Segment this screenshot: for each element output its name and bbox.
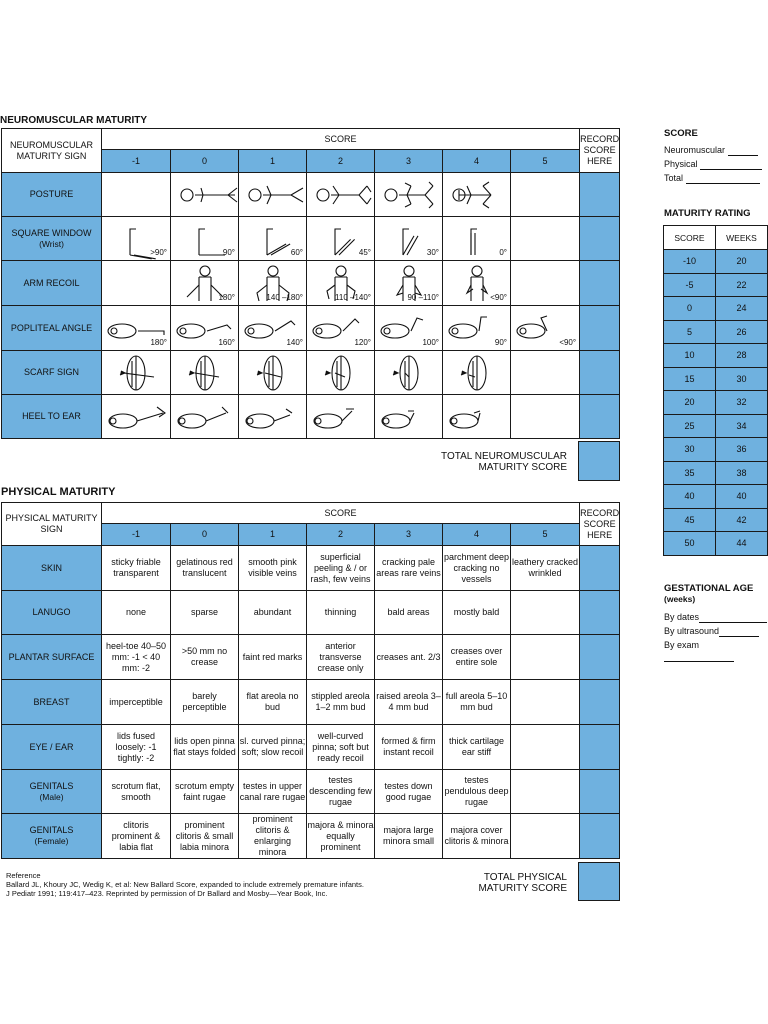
figure-icon bbox=[253, 221, 293, 257]
neuromuscular-sign: POSTURE bbox=[2, 173, 102, 217]
angle-label: 45° bbox=[358, 248, 371, 257]
neuromuscular-score-col-1: 0 bbox=[171, 150, 239, 173]
neuromuscular-row bbox=[2, 306, 620, 351]
figure-icon bbox=[309, 180, 373, 210]
neuromuscular-cell bbox=[511, 351, 580, 395]
maturity-score-value: 15 bbox=[664, 367, 716, 391]
physical-cell: lids fused loosely: -1 tightly: -2 bbox=[102, 725, 171, 770]
angle-label: 60° bbox=[290, 248, 303, 257]
physical-row bbox=[2, 591, 620, 635]
physical-score-col-3: 2 bbox=[307, 524, 375, 546]
physical-cell: thick cartilage ear stiff bbox=[443, 725, 511, 770]
by-ultrasound-field[interactable]: By ultrasound bbox=[664, 626, 759, 637]
physical-cell: bald areas bbox=[375, 591, 443, 635]
physical-cell bbox=[511, 591, 580, 635]
angle-label: 90 –110° bbox=[407, 293, 439, 302]
figure-icon bbox=[455, 353, 499, 393]
angle-label: 120° bbox=[354, 338, 371, 347]
maturity-rating-row bbox=[664, 250, 768, 274]
neuromuscular-sign: ARM RECOIL bbox=[2, 261, 102, 306]
maturity-score-value: 25 bbox=[664, 414, 716, 438]
figure-icon bbox=[378, 403, 440, 431]
figure-icon bbox=[173, 180, 237, 210]
record-score-cell[interactable] bbox=[580, 591, 620, 635]
physical-cell: mostly bald bbox=[443, 591, 511, 635]
neuromuscular-cell bbox=[375, 306, 443, 351]
maturity-score-value: 5 bbox=[664, 320, 716, 344]
physical-cell: testes pendulous deep rugae bbox=[443, 770, 511, 814]
physical-total-box[interactable] bbox=[578, 862, 620, 901]
record-score-cell[interactable] bbox=[580, 217, 620, 261]
maturity-score-value: 35 bbox=[664, 461, 716, 485]
physical-cell: testes in upper canal rare rugae bbox=[239, 770, 307, 814]
figure-icon bbox=[242, 403, 304, 431]
figure-icon bbox=[457, 221, 497, 257]
physical-row bbox=[2, 770, 620, 814]
neuromuscular-cell bbox=[171, 395, 239, 439]
physical-cell bbox=[511, 680, 580, 725]
neuromuscular-cell bbox=[511, 173, 580, 217]
maturity-score-value: 10 bbox=[664, 344, 716, 368]
maturity-weeks-value: 44 bbox=[716, 532, 768, 556]
figure-icon bbox=[310, 403, 372, 431]
neuromuscular-cell bbox=[511, 217, 580, 261]
neuromuscular-cell bbox=[171, 261, 239, 306]
record-score-cell[interactable] bbox=[580, 635, 620, 680]
neuromuscular-cell bbox=[511, 261, 580, 306]
physical-cell: testes down good rugae bbox=[375, 770, 443, 814]
neuromuscular-cell bbox=[443, 261, 511, 306]
maturity-rating-row bbox=[664, 391, 768, 415]
figure-icon bbox=[251, 353, 295, 393]
physical-cell: creases ant. 2/3 bbox=[375, 635, 443, 680]
neuromuscular-row bbox=[2, 261, 620, 306]
physical-cell: leathery cracked wrinkled bbox=[511, 546, 580, 591]
physical-cell: thinning bbox=[307, 591, 375, 635]
physical-sign: GENITALS (Female) bbox=[2, 814, 102, 859]
physical-sign: GENITALS (Male) bbox=[2, 770, 102, 814]
maturity-rating-row bbox=[664, 297, 768, 321]
maturity-score-value: 40 bbox=[664, 485, 716, 509]
physical-score-header: SCORE bbox=[102, 503, 580, 524]
neuromuscular-cell bbox=[307, 173, 375, 217]
physical-cell: well-curved pinna; soft but ready recoil bbox=[307, 725, 375, 770]
maturity-rating-row bbox=[664, 532, 768, 556]
figure-icon bbox=[185, 221, 225, 257]
maturity-weeks-value: 22 bbox=[716, 273, 768, 297]
maturity-weeks-value: 28 bbox=[716, 344, 768, 368]
figure-icon bbox=[174, 403, 236, 431]
figure-icon bbox=[445, 180, 509, 210]
figure-icon bbox=[319, 353, 363, 393]
physical-cell: superficial peeling & / or rash, few veins bbox=[307, 546, 375, 591]
record-score-cell[interactable] bbox=[580, 173, 620, 217]
physical-cell: scrotum empty faint rugae bbox=[171, 770, 239, 814]
maturity-score-value: 30 bbox=[664, 438, 716, 462]
score-total-field[interactable]: Total bbox=[664, 173, 760, 184]
figure-icon bbox=[183, 353, 227, 393]
maturity-rating-table bbox=[663, 225, 768, 556]
gestational-age-title: GESTATIONAL AGE (weeks) bbox=[664, 583, 754, 604]
physical-cell: heel-toe 40–50 mm: -1 < 40 mm: -2 bbox=[102, 635, 171, 680]
score-box-title: SCORE bbox=[664, 128, 698, 139]
neuromuscular-cell bbox=[171, 173, 239, 217]
physical-row bbox=[2, 814, 620, 859]
physical-cell: majora & minora equally prominent bbox=[307, 814, 375, 859]
physical-score-col-5: 4 bbox=[443, 524, 511, 546]
neuromuscular-cell bbox=[375, 395, 443, 439]
neuromuscular-row bbox=[2, 351, 620, 395]
neuromuscular-cell bbox=[307, 395, 375, 439]
maturity-score-value: 0 bbox=[664, 297, 716, 321]
physical-cell: none bbox=[102, 591, 171, 635]
physical-score-col-1: 0 bbox=[171, 524, 239, 546]
physical-sign: SKIN bbox=[2, 546, 102, 591]
physical-cell: majora large minora small bbox=[375, 814, 443, 859]
physical-maturity-table bbox=[1, 502, 620, 859]
maturity-rating-weeks-header: WEEKS bbox=[716, 226, 768, 250]
figure-icon bbox=[387, 353, 431, 393]
neuromuscular-cell bbox=[171, 351, 239, 395]
physical-cell bbox=[511, 814, 580, 859]
neuromuscular-cell bbox=[375, 261, 443, 306]
physical-cell: cracking pale areas rare veins bbox=[375, 546, 443, 591]
neuromuscular-cell bbox=[443, 351, 511, 395]
record-score-cell[interactable] bbox=[580, 395, 620, 439]
neuromuscular-cell bbox=[239, 395, 307, 439]
physical-cell: abundant bbox=[239, 591, 307, 635]
neuromuscular-score-col-5: 4 bbox=[443, 150, 511, 173]
neuromuscular-cell bbox=[171, 306, 239, 351]
physical-cell: sl. curved pinna; soft; slow recoil bbox=[239, 725, 307, 770]
angle-label: 140 –180° bbox=[266, 293, 303, 302]
angle-label: <90° bbox=[559, 338, 577, 347]
angle-label: <90° bbox=[490, 293, 507, 302]
neuromuscular-cell bbox=[102, 173, 171, 217]
physical-cell: barely perceptible bbox=[171, 680, 239, 725]
record-score-cell[interactable] bbox=[580, 261, 620, 306]
neuromuscular-cell bbox=[307, 351, 375, 395]
neuromuscular-title: NEUROMUSCULAR MATURITY bbox=[0, 115, 148, 126]
neuromuscular-cell bbox=[443, 173, 511, 217]
physical-cell: imperceptible bbox=[102, 680, 171, 725]
by-dates-field[interactable]: By dates bbox=[664, 612, 767, 623]
record-score-cell[interactable] bbox=[580, 680, 620, 725]
neuromuscular-row bbox=[2, 173, 620, 217]
maturity-weeks-value: 34 bbox=[716, 414, 768, 438]
maturity-rating-row bbox=[664, 273, 768, 297]
neuromuscular-cell bbox=[102, 395, 171, 439]
physical-score-col-6: 5 bbox=[511, 524, 580, 546]
record-score-cell[interactable] bbox=[580, 770, 620, 814]
neuromuscular-sign: HEEL TO EAR bbox=[2, 395, 102, 439]
maturity-score-value: 45 bbox=[664, 508, 716, 532]
neuromuscular-sign: SCARF SIGN bbox=[2, 351, 102, 395]
record-score-cell[interactable] bbox=[580, 814, 620, 859]
physical-row bbox=[2, 725, 620, 770]
angle-label: 160° bbox=[218, 338, 235, 347]
figure-icon bbox=[105, 403, 167, 431]
physical-sign: LANUGO bbox=[2, 591, 102, 635]
maturity-weeks-value: 24 bbox=[716, 297, 768, 321]
figure-icon bbox=[321, 221, 361, 257]
neuromuscular-cell bbox=[307, 261, 375, 306]
neuromuscular-score-col-4: 3 bbox=[375, 150, 443, 173]
record-score-cell[interactable] bbox=[580, 306, 620, 351]
physical-cell: anterior transverse crease only bbox=[307, 635, 375, 680]
physical-total-label: TOTAL PHYSICAL MATURITY SCORE bbox=[478, 872, 567, 894]
neuromuscular-cell bbox=[239, 306, 307, 351]
neuromuscular-cell bbox=[511, 306, 580, 351]
neuromuscular-cell bbox=[102, 261, 171, 306]
physical-sign: EYE / EAR bbox=[2, 725, 102, 770]
maturity-score-value: -5 bbox=[664, 273, 716, 297]
physical-cell: sparse bbox=[171, 591, 239, 635]
neuromuscular-record-header: RECORD SCORE HERE bbox=[580, 129, 620, 173]
neuromuscular-cell bbox=[239, 217, 307, 261]
maturity-weeks-value: 42 bbox=[716, 508, 768, 532]
physical-cell: smooth pink visible veins bbox=[239, 546, 307, 591]
physical-cell bbox=[511, 770, 580, 814]
physical-maturity-title: PHYSICAL MATURITY bbox=[1, 486, 116, 498]
maturity-score-value: 50 bbox=[664, 532, 716, 556]
neuromuscular-header-label: NEUROMUSCULAR MATURITY SIGN bbox=[2, 129, 102, 173]
angle-label: 140° bbox=[286, 338, 303, 347]
neuromuscular-cell bbox=[307, 217, 375, 261]
neuromuscular-cell bbox=[102, 217, 171, 261]
physical-cell: parchment deep cracking no vessels bbox=[443, 546, 511, 591]
physical-record-header: RECORD SCORE HERE bbox=[580, 503, 620, 546]
reference-note: Reference Ballard JL, Khoury JC, Wedig K, et al: New Ballard Score, expanded to include extremely premature infants. J Pediatr 1991; 119:417–423. Reprinted by permission of Dr Ballard and Mosby—Year Book, Inc. bbox=[6, 871, 364, 898]
physical-cell: sticky friable transparent bbox=[102, 546, 171, 591]
neuromuscular-cell bbox=[375, 351, 443, 395]
physical-cell: scrotum flat, smooth bbox=[102, 770, 171, 814]
record-score-cell[interactable] bbox=[580, 351, 620, 395]
physical-cell: prominent clitoris & small labia minora bbox=[171, 814, 239, 859]
neuromuscular-cell bbox=[443, 306, 511, 351]
maturity-rating-row bbox=[664, 320, 768, 344]
physical-cell: prominent clitoris & enlarging minora bbox=[239, 814, 307, 859]
neuromuscular-cell bbox=[375, 217, 443, 261]
physical-cell: testes descending few rugae bbox=[307, 770, 375, 814]
score-physical-field[interactable]: Physical bbox=[664, 159, 762, 170]
maturity-rating-row bbox=[664, 461, 768, 485]
neuromuscular-row bbox=[2, 217, 620, 261]
physical-cell: faint red marks bbox=[239, 635, 307, 680]
neuromuscular-score-header: SCORE bbox=[102, 129, 580, 150]
physical-row bbox=[2, 680, 620, 725]
maturity-weeks-value: 20 bbox=[716, 250, 768, 274]
maturity-weeks-value: 40 bbox=[716, 485, 768, 509]
physical-cell bbox=[511, 725, 580, 770]
neuromuscular-sign: SQUARE WINDOW (Wrist) bbox=[2, 217, 102, 261]
angle-label: 90° bbox=[222, 248, 235, 257]
record-score-cell[interactable] bbox=[580, 546, 620, 591]
maturity-rating-title: MATURITY RATING bbox=[664, 208, 751, 219]
neuromuscular-cell bbox=[239, 351, 307, 395]
angle-label: 100° bbox=[422, 338, 439, 347]
physical-score-col-4: 3 bbox=[375, 524, 443, 546]
neuromuscular-cell bbox=[239, 261, 307, 306]
neuromuscular-cell bbox=[171, 217, 239, 261]
angle-label: 90° bbox=[494, 338, 507, 347]
physical-cell: lids open pinna flat stays folded bbox=[171, 725, 239, 770]
neuromuscular-cell bbox=[443, 395, 511, 439]
angle-label: 110 –140° bbox=[335, 293, 371, 302]
physical-cell: gelatinous red translucent bbox=[171, 546, 239, 591]
physical-cell: stippled areola 1–2 mm bud bbox=[307, 680, 375, 725]
neuromuscular-total-label: TOTAL NEUROMUSCULAR MATURITY SCORE bbox=[441, 451, 567, 473]
physical-cell: clitoris prominent & labia flat bbox=[102, 814, 171, 859]
maturity-rating-score-header: SCORE bbox=[664, 226, 716, 250]
maturity-rating-row bbox=[664, 344, 768, 368]
maturity-weeks-value: 30 bbox=[716, 367, 768, 391]
physical-score-col-2: 1 bbox=[239, 524, 307, 546]
maturity-score-value: 20 bbox=[664, 391, 716, 415]
maturity-rating-row bbox=[664, 438, 768, 462]
physical-row bbox=[2, 546, 620, 591]
physical-sign: BREAST bbox=[2, 680, 102, 725]
physical-score-col-0: -1 bbox=[102, 524, 171, 546]
physical-cell: raised areola 3–4 mm bud bbox=[375, 680, 443, 725]
figure-icon bbox=[241, 180, 305, 210]
figure-icon bbox=[446, 403, 508, 431]
maturity-rating-row bbox=[664, 485, 768, 509]
physical-header-label: PHYSICAL MATURITY SIGN bbox=[2, 503, 102, 546]
physical-cell: creases over entire sole bbox=[443, 635, 511, 680]
angle-label: >90° bbox=[150, 248, 167, 257]
maturity-rating-row bbox=[664, 508, 768, 532]
physical-cell: >50 mm no crease bbox=[171, 635, 239, 680]
angle-label: 30° bbox=[426, 248, 439, 257]
physical-sign: PLANTAR SURFACE bbox=[2, 635, 102, 680]
neuromuscular-score-col-6: 5 bbox=[511, 150, 580, 173]
maturity-weeks-value: 32 bbox=[716, 391, 768, 415]
neuromuscular-sign: POPLITEAL ANGLE bbox=[2, 306, 102, 351]
neuromuscular-cell bbox=[102, 351, 171, 395]
physical-cell: full areola 5–10 mm bud bbox=[443, 680, 511, 725]
neuromuscular-total-box[interactable] bbox=[578, 441, 620, 481]
neuromuscular-cell bbox=[511, 395, 580, 439]
physical-cell: flat areola no bud bbox=[239, 680, 307, 725]
neuromuscular-table bbox=[1, 128, 620, 439]
physical-row bbox=[2, 635, 620, 680]
maturity-weeks-value: 38 bbox=[716, 461, 768, 485]
physical-cell bbox=[511, 635, 580, 680]
neuromuscular-row bbox=[2, 395, 620, 439]
score-neuromuscular-field[interactable]: Neuromuscular bbox=[664, 145, 758, 156]
neuromuscular-score-col-2: 1 bbox=[239, 150, 307, 173]
record-score-cell[interactable] bbox=[580, 725, 620, 770]
neuromuscular-cell bbox=[443, 217, 511, 261]
figure-icon bbox=[389, 221, 429, 257]
by-exam-field[interactable]: By exam bbox=[664, 640, 768, 662]
physical-cell: formed & firm instant recoil bbox=[375, 725, 443, 770]
maturity-score-value: -10 bbox=[664, 250, 716, 274]
figure-icon bbox=[114, 353, 158, 393]
maturity-rating-row bbox=[664, 367, 768, 391]
figure-icon bbox=[377, 180, 441, 210]
physical-cell: majora cover clitoris & minora bbox=[443, 814, 511, 859]
angle-label: 180° bbox=[150, 338, 167, 347]
neuromuscular-cell bbox=[375, 173, 443, 217]
neuromuscular-cell bbox=[102, 306, 171, 351]
neuromuscular-score-col-3: 2 bbox=[307, 150, 375, 173]
neuromuscular-score-col-0: -1 bbox=[102, 150, 171, 173]
neuromuscular-cell bbox=[307, 306, 375, 351]
angle-label: 180° bbox=[218, 293, 235, 302]
maturity-rating-row bbox=[664, 414, 768, 438]
maturity-weeks-value: 36 bbox=[716, 438, 768, 462]
neuromuscular-cell bbox=[239, 173, 307, 217]
angle-label: 0° bbox=[499, 248, 507, 257]
maturity-weeks-value: 26 bbox=[716, 320, 768, 344]
